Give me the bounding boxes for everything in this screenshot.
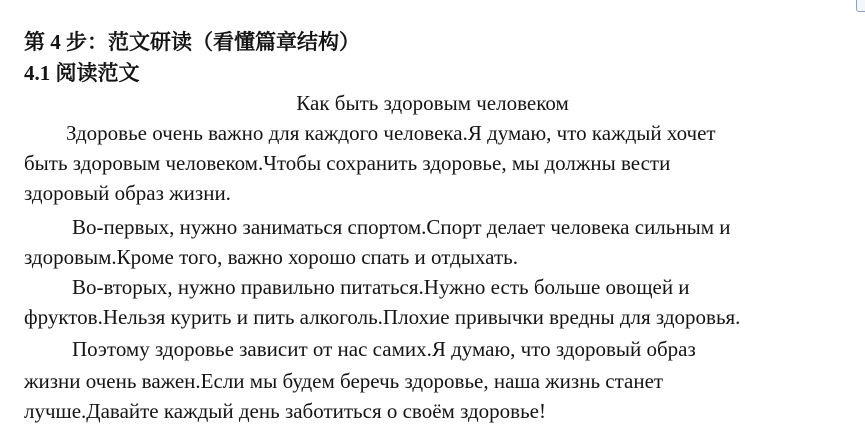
step-heading: 第 4 步：范文研读（看懂篇章结构） — [24, 30, 360, 54]
window-edge-tab[interactable] — [856, 0, 865, 12]
essay-line: лучше.Давайте каждый день заботиться о своём здоровье! — [24, 399, 546, 423]
section-heading: 4.1 阅读范文 — [24, 61, 140, 85]
essay-line: Здоровье очень важно для каждого человека.Я думаю, что каждый хочет — [66, 121, 716, 145]
essay-line: быть здоровым человеком.Чтобы сохранить здоровье, мы должны вести — [24, 151, 671, 175]
essay-line: Во-вторых, нужно правильно питаться.Нужно есть больше овощей и — [72, 275, 690, 299]
essay-line: жизни очень важен.Если мы будем беречь здоровье, наша жизнь станет — [24, 369, 664, 393]
essay-line: здоровым.Кроме того, важно хорошо спать и отдыхать. — [24, 245, 518, 269]
essay-line: фруктов.Нельзя курить и пить алкоголь.Плохие привычки вредны для здоровья. — [24, 305, 741, 329]
essay-line: Во-первых, нужно заниматься спортом.Спорт делает человека сильным и — [72, 215, 731, 239]
essay-title: Как быть здоровым человеком — [296, 91, 569, 115]
essay-line: здоровый образ жизни. — [24, 181, 231, 205]
essay-line: Поэтому здоровье зависит от нас самих.Я думаю, что здоровый образ — [72, 337, 696, 361]
